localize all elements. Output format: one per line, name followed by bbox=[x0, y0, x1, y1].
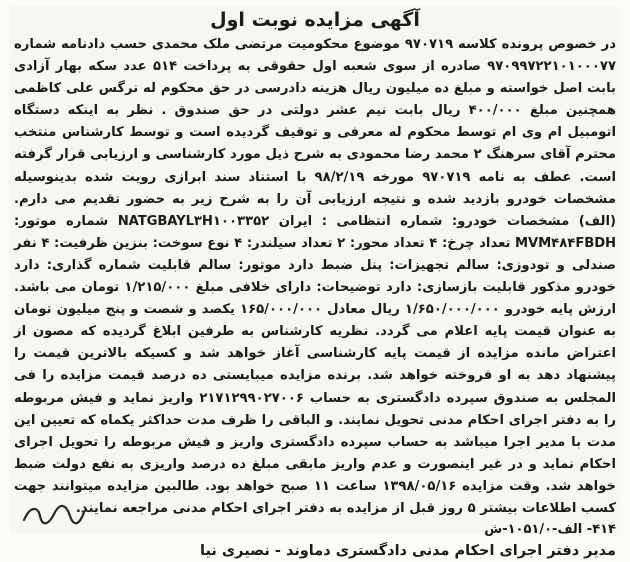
signature-line: مدیر دفتر اجرای احکام مدنی دادگستری دماوند - نصیری نیا bbox=[200, 543, 616, 560]
notice-body bbox=[14, 34, 616, 520]
notice-body-text: در خصوص پرونده کلاسه ۹۷۰۷۱۹ موضوع محکومیت مرتضی ملک محمدی حسب دادنامه شماره ۹۷۰۹۹۷۲۲۱۰۱۰۰۰۷۷ صادره از سوی شعبه اول حقوقی به پرداخت ۵۱۴ عدد سکه بهار آزادی بابت اصل خواسته و مبلغ ده میلیون ریال هزینه دادرسی در حق محکوم له نرگس علی کاظمی همچنین مبلغ ۴۰۰/۰۰۰ ریال بابت نیم عشر دولتی در حق صندوق . نظر به اینکه دستگاه اتومبیل ام وی ام توسط محکوم له معرفی و توقیف گردیده است و توسط کارشناس منتخب محترم آقای سرهنگ ۲ محمد رضا محمودی به شرح ذیل مورد کارشناسی و ارزیابی قرار گرفته است. عطف به نامه ۹۷۰۷۱۹ مورخه ۹۸/۲/۱۹ با استناد سند ابرازی رویت شده بدینوسیله مشخصات خودرو بازدید شده و نتیجه ارزیابی آن را به شرح زیر به حضور تقدیم می دارم. (الف) مشخصات خودرو: شماره انتظامی : ایران NATGBAYL۳H۱۰۰۳۳۵۲ شماره موتور: MVM۴۸۴FBDH تعداد چرخ: ۴ تعداد محور: ۲ تعداد سیلندر: ۴ نوع سوخت: بنزین ظرفیت: ۴ نفر صندلی و تودوزی: سالم تجهیزات: پنل ضبط دارد موتور: سالم قابلیت شماره گذاری: دارد خودرو مذکور قابلیت بازسازی: دارد توضیحات: دارای خلافی مبلغ ۱/۲۱۵/۰۰۰ تومان می باشد. ارزش پایه خودرو ۱/۶۵۰/۰۰۰/۰۰۰ ریال معادل ۱۶۵/۰۰۰/۰۰۰ یکصد و شصت و پنج میلیون تومان به عنوان قیمت پایه اعلام می گردد. نظریه کارشناس به طرفین ابلاغ گردیده که مصون از اعتراض مانده مزایده از قیمت پایه کارشناسی آغاز خواهد شد و کسیکه بالاترین قیمت را پیشنهاد دهد به او فروخته خواهد شد. برنده مزایده میبایستی ده درصد قیمت مزایده را فی المجلس به صندوق سپرده دادگستری به حساب ۲۱۷۱۲۹۹۰۲۷۰۰۶ واریز نماید و فیش مربوطه را به دفتر اجرای احکام مدنی تحویل نمایند. و الباقی را ظرف مدت حداکثر یکماه که تعیین این مدت با مدیر اجرا میباشد به حساب سپرده دادگستری واریز و فیش مربوطه را تحویل اجرای احکام نماید و در غیر اینصورت و عدم واریز مابقی مبلغ ده درصد واریزی به نفع دولت ضبط خواهد شد. وقت مزایده ۱۳۹۸/۰۵/۱۶ ساعت ۱۱ صبح خواهد بود. طالبین مزایده میتوانند جهت کسب اطلاعات بیشتر ۵ روز قبل از مزایده به دفتر اجرای احکام مدنی مراجعه نمایند. bbox=[14, 37, 617, 516]
notice-page bbox=[10, 6, 620, 560]
handwritten-mark-icon bbox=[18, 498, 88, 532]
reference-number: ۴۱۴- الف-۱۰۵۱/۰-ش bbox=[484, 522, 616, 538]
notice-title: آگهی مزایده نوبت اول bbox=[210, 9, 420, 31]
